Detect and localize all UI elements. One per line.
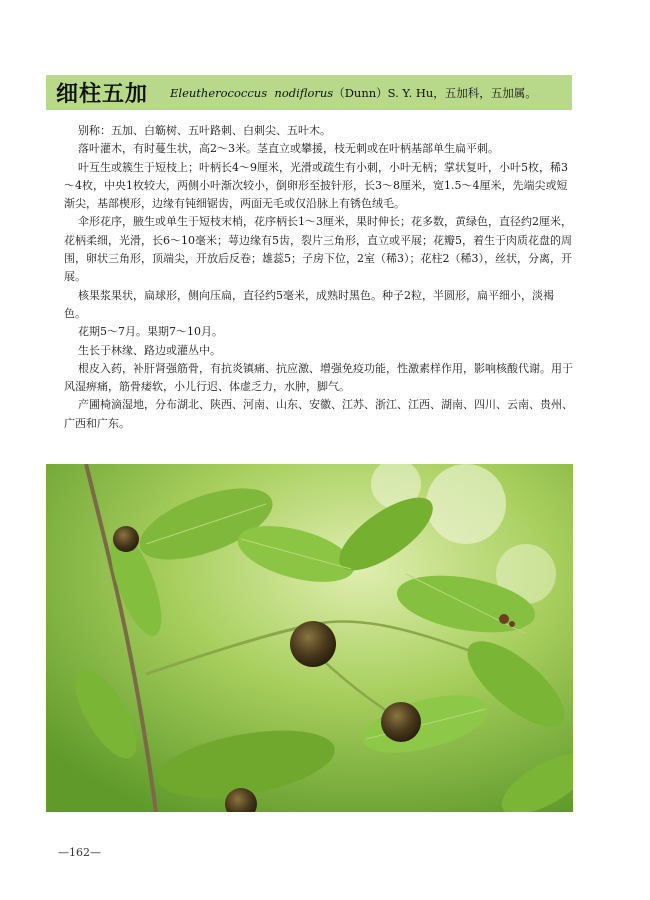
paragraph-flowers: 伞形花序，腋生或单生于短枝末梢，花序柄长1～3厘米，果时伸长；花多数，黄绿色，直径约2厘米，花柄柔细，光滑，长6～10毫米；萼边缘有5齿，裂片三角形，直立或平展；花瓣5，着生于肉质花盘的周围，卵状三角形，顶端尖，开放后反卷；雄蕊5；子房下位，2室（稀3）；花柱2（稀3），丝状，分离，开展。 <box>64 215 572 284</box>
paragraph-medicinal-use: 根皮入药，补肝肾强筋骨，有抗炎镇痛、抗应激、增强免疫功能，性激素样作用，影响核酸代谢。用于风湿痹痛，筋骨痿软，小儿行迟、体虚乏力，水肿，脚气。 <box>64 361 573 394</box>
scientific-name <box>170 85 537 101</box>
paragraph-fruit: 核果浆果状，扁球形，侧向压扁，直径约5毫米，成熟时黑色。种子2粒，半圆形，扁平细小，淡褐色。 <box>64 288 554 320</box>
title-bar <box>46 75 572 110</box>
page-number: —162— <box>58 846 101 859</box>
paragraph-leaves: 叶互生或簇生于短枝上；叶柄长4～9厘米，光滑或疏生有小刺，小叶无柄；掌状复叶，小叶5枚，稀3～4枚，中央1枚较大，两侧小叶渐次较小，倒卵形至披针形，长3～8厘米，宽1.5～4厘米，先端尖或短渐尖，基部楔形，边缘有钝细锯齿，两面无毛或仅沿脉上有锈色绒毛。 <box>64 160 568 211</box>
paragraph-habitat: 生长于林缘、路边或灌丛中。 <box>78 343 221 357</box>
sci-author: （Dunn）S. Y. Hu，五加科，五加属。 <box>333 85 537 100</box>
sci-genus: Eleutherococcus <box>170 85 268 100</box>
plant-photo-illustration <box>46 464 573 812</box>
description-text <box>64 122 574 433</box>
plant-photo <box>46 464 573 812</box>
page-title: 细柱五加 <box>56 82 149 107</box>
paragraph-habit: 落叶灌木，有时蔓生状，高2～3米。茎直立或攀援，枝无刺或在叶柄基部单生扁平刺。 <box>78 142 499 156</box>
paragraph-aliases: 别称：五加、白簕树、五叶路刺、白刺尖、五叶木。 <box>78 124 331 137</box>
paragraph-phenology: 花期5～7月。果期7～10月。 <box>78 325 223 339</box>
sci-species: nodiflorus <box>274 85 334 100</box>
paragraph-distribution: 产圃椅滴湿地，分布湖北、陕西、河南、山东、安徽、江苏、浙江、江西、湖南、四川、云南、贵州、广西和广东。 <box>64 398 573 430</box>
